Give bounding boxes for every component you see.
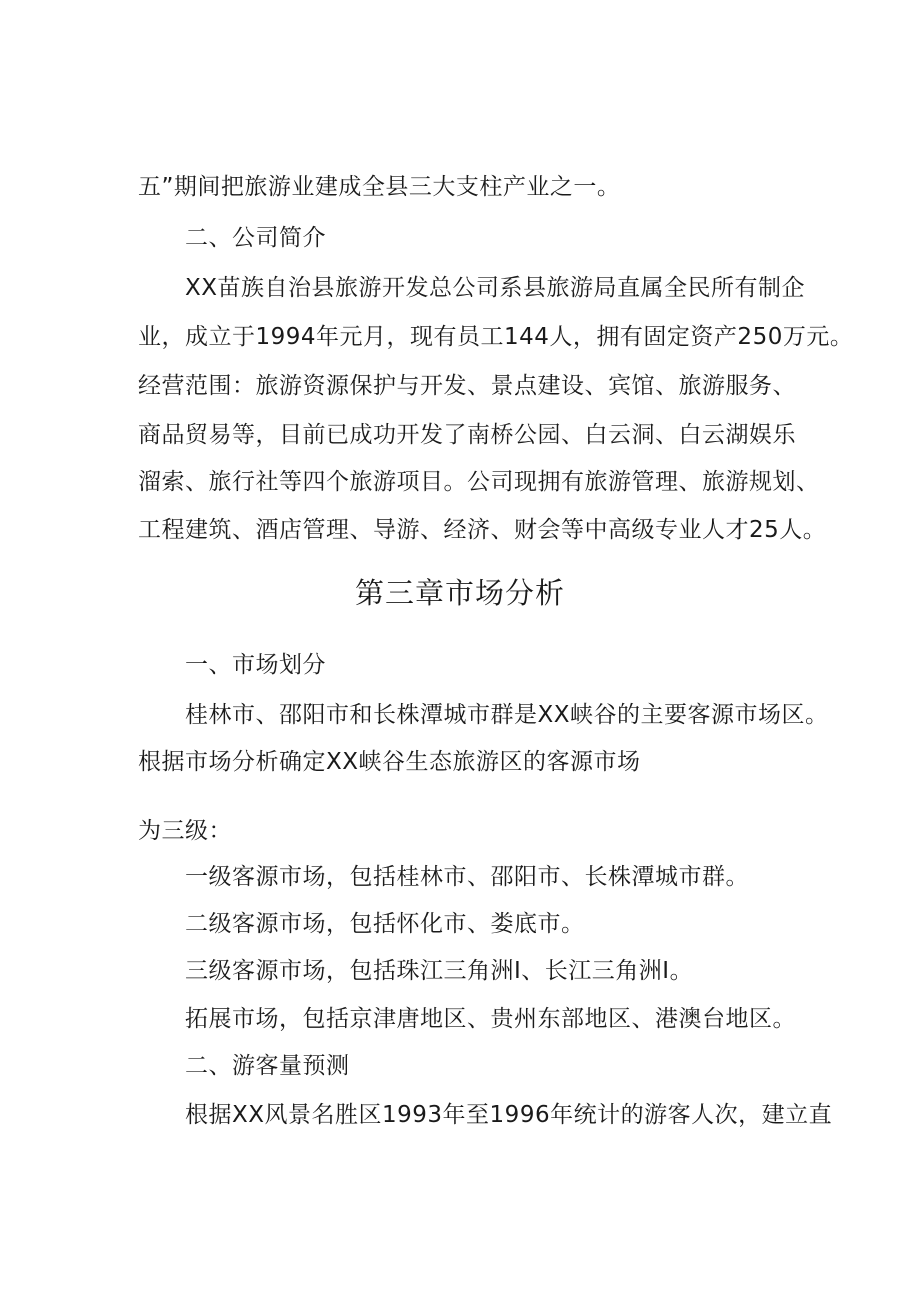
- paragraph-line: 根据XX风景名胜区1993年至1996年统计的游客人次，建立直: [185, 1102, 833, 1128]
- paragraph-line: 业，成立于1994年元月，现有员工144人，拥有固定资产250万元。: [138, 324, 854, 350]
- list-item: 三级客源市场，包括珠江三角洲I、长江三角洲I。: [185, 958, 694, 984]
- section-heading-visitor-forecast: 二、游客量预测: [185, 1053, 350, 1079]
- list-item: 拓展市场，包括京津唐地区、贵州东部地区、港澳台地区。: [185, 1006, 796, 1032]
- paragraph-line: XX苗族自治县旅游开发总公司系县旅游局直属全民所有制企: [185, 275, 806, 301]
- list-item: 一级客源市场，包括桂林市、邵阳市、长株潭城市群。: [185, 864, 749, 890]
- paragraph-line: 五”期间把旅游业建成全县三大支柱产业之一。: [138, 174, 621, 200]
- section-heading-company-intro: 二、公司简介: [185, 225, 326, 251]
- paragraph-line: 商品贸易等，目前已成功开发了南桥公园、白云洞、白云湖娱乐: [138, 422, 796, 448]
- paragraph-line: 工程建筑、酒店管理、导游、经济、财会等中高级专业人才25人。: [138, 517, 827, 543]
- list-item: 二级客源市场，包括怀化市、娄底市。: [185, 911, 585, 937]
- paragraph-line: 为三级：: [138, 818, 232, 844]
- paragraph-line: 溜索、旅行社等四个旅游项目。公司现拥有旅游管理、旅游规划、: [138, 469, 820, 495]
- paragraph-line: 桂林市、邵阳市和长株潭城市群是XX峡谷的主要客源市场区。: [185, 702, 829, 728]
- section-heading-market-division: 一、市场划分: [185, 652, 326, 678]
- paragraph-line: 根据市场分析确定XX峡谷生态旅游区的客源市场: [138, 749, 641, 775]
- chapter-title: 第三章市场分析: [354, 576, 565, 610]
- paragraph-line: 经营范围：旅游资源保护与开发、景点建设、宾馆、旅游服务、: [138, 373, 796, 399]
